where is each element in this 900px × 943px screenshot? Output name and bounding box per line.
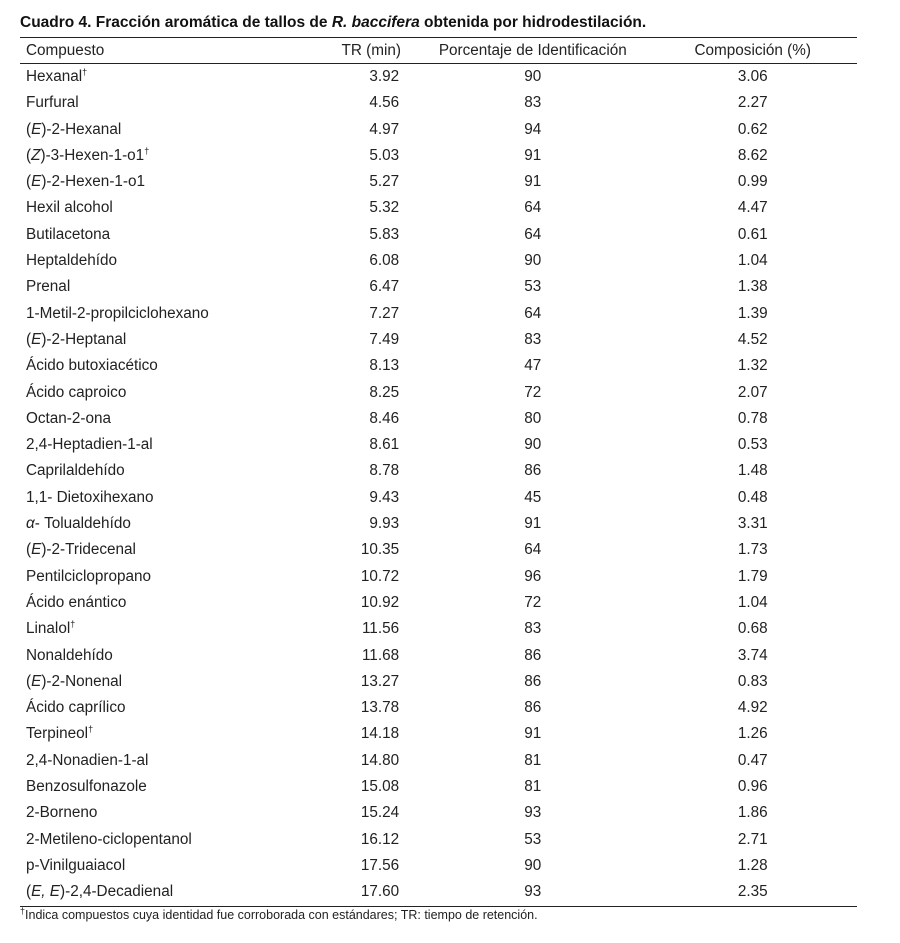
table-row [20,590,857,616]
footnote [20,905,538,922]
cell-compuesto [20,458,305,484]
cell-tr: 11.56 [361,620,400,638]
italic-part: E [31,173,42,191]
name-part: Ácido butoxiacético [26,357,158,375]
cell-compuesto [20,353,305,379]
name-part: Pentilciclopropano [26,567,152,585]
cell-identificacion: 53 [524,830,542,848]
cell-identificacion: 91 [524,173,542,191]
name-part: )-2-Hexanal [41,120,122,138]
cell-tr: 4.97 [369,120,400,138]
italic-part: α [26,515,35,533]
cell-composicion: 2.35 [648,879,857,906]
cell-compuesto [20,590,305,616]
caption-suffix: obtenida por hidrodestilación. [419,14,647,31]
cell-composicion: 2.71 [737,830,768,848]
dagger-mark: † [70,619,76,630]
cell-composicion: 0.68 [737,620,768,638]
cell-composicion: 1.04 [737,593,768,611]
cell-identificacion: 91 [524,146,542,164]
cell-composicion: 0.99 [737,173,768,191]
name-part: Butilacetona [26,225,111,243]
cell-identificacion: 86 [524,462,542,480]
cell-composicion: 0.47 [737,751,768,769]
table-row [20,643,857,669]
cell-composicion: 0.53 [737,436,768,454]
name-part: 2,4-Heptadien-1-al [26,436,153,454]
name-part: 1-Metil-2-propilciclohexano [26,304,209,322]
table-row [20,406,857,432]
name-part: )-2,4-Decadienal [60,883,174,901]
cell-tr: 4.56 [369,94,400,112]
name-part: Nonaldehído [26,646,113,664]
name-part: )-3-Hexen-1-o1 [40,146,145,164]
name-part: Furfural [26,94,79,112]
cell-composicion: 4.47 [737,199,768,217]
table-row [20,143,857,169]
cell-compuesto [20,827,305,853]
table-row [20,222,857,248]
name-part: Hexanal [26,68,83,85]
table-row [20,827,857,853]
cell-tr: 10.92 [360,593,400,611]
cell-identificacion: 64 [524,541,542,559]
cell-identificacion: 64 [524,304,542,322]
cell-compuesto [20,800,305,826]
caption-prefix: Cuadro 4. Fracción aromática de tallos de [20,14,332,31]
table-caption [20,14,880,32]
name-part: 2,4-Nonadien-1-al [26,751,149,769]
cell-composicion: 1.48 [737,462,768,480]
footnote-mark: † [20,905,26,916]
cell-tr: 8.13 [369,357,400,375]
cell-identificacion: 86 [524,646,542,664]
cell-tr: 15.08 [360,778,400,796]
cell-compuesto [20,748,305,774]
dagger-mark: † [82,66,88,77]
cell-identificacion: 72 [524,593,542,611]
dagger-mark: † [88,724,94,735]
cell-compuesto [20,721,305,747]
name-part: )-2-Tridecenal [41,541,136,559]
cell-composicion: 3.74 [737,646,768,664]
table-row [20,458,857,484]
cell-tr: 6.47 [369,278,400,296]
cell-identificacion: 86 [524,672,542,690]
name-part: Terpineol [26,725,89,743]
name-part: Hexil alcohol [26,199,113,217]
cell-compuesto [20,537,305,563]
cell-identificacion: 83 [524,330,542,348]
cell-compuesto [20,327,305,353]
table-row [20,195,857,221]
cell-compuesto [20,853,305,879]
cell-identificacion: 64 [524,199,542,217]
cell-compuesto [20,774,305,800]
header-row [20,38,857,64]
header-tr: TR (min) [305,38,417,64]
cell-compuesto [20,879,305,906]
cell-tr: 9.43 [369,488,400,506]
name-part: Caprilaldehído [26,462,125,480]
table-row [20,537,857,563]
name-part: - Tolualdehído [34,515,131,533]
table-row [20,301,857,327]
name-part: ( [26,330,32,348]
cell-composicion: 1.38 [737,278,768,296]
cell-compuesto [20,64,305,91]
header-compuesto: Compuesto [20,38,305,64]
cell-composicion: 1.04 [737,252,768,270]
cell-composicion: 8.62 [737,146,768,164]
name-part: ( [26,883,32,901]
italic-part: E [31,330,42,348]
name-part: ( [26,672,32,690]
cell-compuesto [20,511,305,537]
name-part: 2-Metileno-ciclopentanol [26,830,192,848]
cell-tr: 17.56 [360,856,400,874]
table-row [20,274,857,300]
cell-composicion: 1.26 [737,725,768,743]
cell-composicion: 1.32 [737,357,768,375]
cell-composicion: 1.73 [737,541,768,559]
cell-identificacion: 90 [524,252,542,270]
cell-identificacion: 53 [524,278,542,296]
cell-composicion: 4.52 [737,330,768,348]
name-part: 2-Borneno [26,804,98,822]
italic-part: E [31,672,42,690]
table-row [20,564,857,590]
cell-tr: 15.24 [360,804,400,822]
cell-tr: 5.03 [369,146,400,164]
cell-compuesto [20,432,305,458]
table-body [20,64,857,907]
cell-composicion: 0.61 [737,225,768,243]
name-part: Ácido enántico [26,593,127,611]
cell-composicion: 2.27 [737,94,768,112]
table-row [20,721,857,747]
cell-tr: 11.68 [361,646,400,664]
table-row [20,774,857,800]
dagger-mark: † [144,145,150,156]
italic-part: Z [31,146,41,164]
name-part: ( [26,173,32,191]
cell-composicion: 0.78 [737,409,768,427]
cell-identificacion: 91 [524,515,542,533]
cell-identificacion: 86 [524,699,542,717]
table-row [20,169,857,195]
cell-compuesto [20,248,305,274]
header-identificacion: Porcentaje de Identificación [417,38,648,64]
cell-identificacion: 64 [524,225,542,243]
table-row [20,669,857,695]
cell-composicion: 1.79 [737,567,768,585]
table-row [20,695,857,721]
cell-tr: 7.27 [369,304,400,322]
cell-identificacion: 83 [524,620,542,638]
cell-compuesto [20,564,305,590]
name-part: Heptaldehído [26,252,118,270]
cell-compuesto [20,485,305,511]
cell-identificacion: 80 [524,409,542,427]
cell-tr: 8.61 [369,436,400,454]
cell-composicion: 1.86 [737,804,768,822]
name-part: Ácido caprílico [26,699,126,717]
cell-composicion: 0.96 [737,778,768,796]
cell-composicion: 1.28 [737,856,768,874]
cell-tr: 5.83 [369,225,400,243]
table-row [20,380,857,406]
cell-identificacion: 72 [524,383,542,401]
cell-composicion: 0.48 [737,488,768,506]
cell-composicion: 0.62 [737,120,768,138]
name-part: )-2-Hexen-1-o1 [41,173,146,191]
italic-part: E [31,541,42,559]
cell-compuesto [20,195,305,221]
name-part: )-2-Nonenal [41,672,123,690]
name-part: 1,1- Dietoxihexano [26,488,154,506]
cell-identificacion: 47 [524,357,542,375]
cell-compuesto [20,90,305,116]
cell-identificacion: 96 [524,567,542,585]
footnote-text: Indica compuestos cuya identidad fue corroborada con estándares; TR: tiempo de retención. [25,908,538,922]
table-row [20,616,857,642]
table-row [20,511,857,537]
table-row [20,327,857,353]
name-part: p-Vinilguaiacol [26,856,126,874]
cell-compuesto [20,669,305,695]
cell-composicion: 1.39 [737,304,768,322]
cell-identificacion: 93 [524,804,542,822]
table-row [20,485,857,511]
cell-compuesto [20,143,305,169]
table-row [20,879,857,906]
cell-tr: 3.92 [369,68,400,85]
cell-identificacion: 90 [524,68,542,85]
name-part: )-2-Heptanal [41,330,127,348]
table-row [20,64,857,91]
compounds-table [20,37,857,907]
cell-compuesto [20,301,305,327]
cell-composicion: 0.83 [737,672,768,690]
cell-composicion: 3.31 [737,515,768,533]
cell-identificacion: 94 [524,120,542,138]
cell-tr: 8.78 [369,462,400,480]
cell-tr: 6.08 [369,252,400,270]
cell-identificacion: 83 [524,94,542,112]
cell-tr: 9.93 [369,515,400,533]
italic-part: E [31,120,42,138]
name-part: Benzosulfonazole [26,778,147,796]
name-part: Ácido caproico [26,383,127,401]
table-row [20,117,857,143]
table-row [20,800,857,826]
cell-identificacion: 91 [524,725,542,743]
cell-tr: 13.78 [360,699,400,717]
cell-compuesto [20,169,305,195]
cell-tr: 7.49 [369,330,400,348]
table-row [20,248,857,274]
cell-tr: 10.72 [360,567,400,585]
cell-identificacion: 81 [524,778,542,796]
cell-identificacion: 90 [524,856,542,874]
table-row [20,90,857,116]
cell-tr: 14.18 [360,725,400,743]
cell-composicion: 2.07 [737,383,768,401]
caption-species: R. baccifera [331,14,420,31]
cell-identificacion: 93 [417,879,648,906]
cell-composicion: 4.92 [737,699,768,717]
cell-identificacion: 45 [524,488,542,506]
name-part: ( [26,146,32,164]
cell-composicion: 3.06 [737,68,768,85]
cell-identificacion: 90 [524,436,542,454]
header-composicion: Composición (%) [648,38,857,64]
cell-compuesto [20,406,305,432]
name-part: Prenal [26,278,71,296]
cell-tr: 8.25 [369,383,400,401]
cell-tr: 5.32 [369,199,400,217]
cell-tr: 17.60 [305,879,417,906]
table-row [20,853,857,879]
cell-tr: 10.35 [360,541,400,559]
cell-compuesto [20,616,305,642]
name-part: Linalol [26,620,71,638]
table-row [20,353,857,379]
cell-compuesto [20,643,305,669]
cell-tr: 5.27 [369,173,400,191]
cell-compuesto [20,695,305,721]
cell-compuesto [20,380,305,406]
cell-compuesto [20,222,305,248]
table-header [20,38,857,64]
cell-compuesto [20,274,305,300]
cell-tr: 8.46 [369,409,400,427]
name-part: ( [26,541,32,559]
cell-tr: 16.12 [360,830,400,848]
cell-compuesto [20,117,305,143]
cell-identificacion: 81 [524,751,542,769]
cell-tr: 13.27 [360,672,400,690]
cell-tr: 14.80 [360,751,400,769]
name-part: Octan-2-ona [26,409,112,427]
name-part: ( [26,120,32,138]
table-row [20,748,857,774]
italic-part: E, E [31,883,61,901]
table-row [20,432,857,458]
